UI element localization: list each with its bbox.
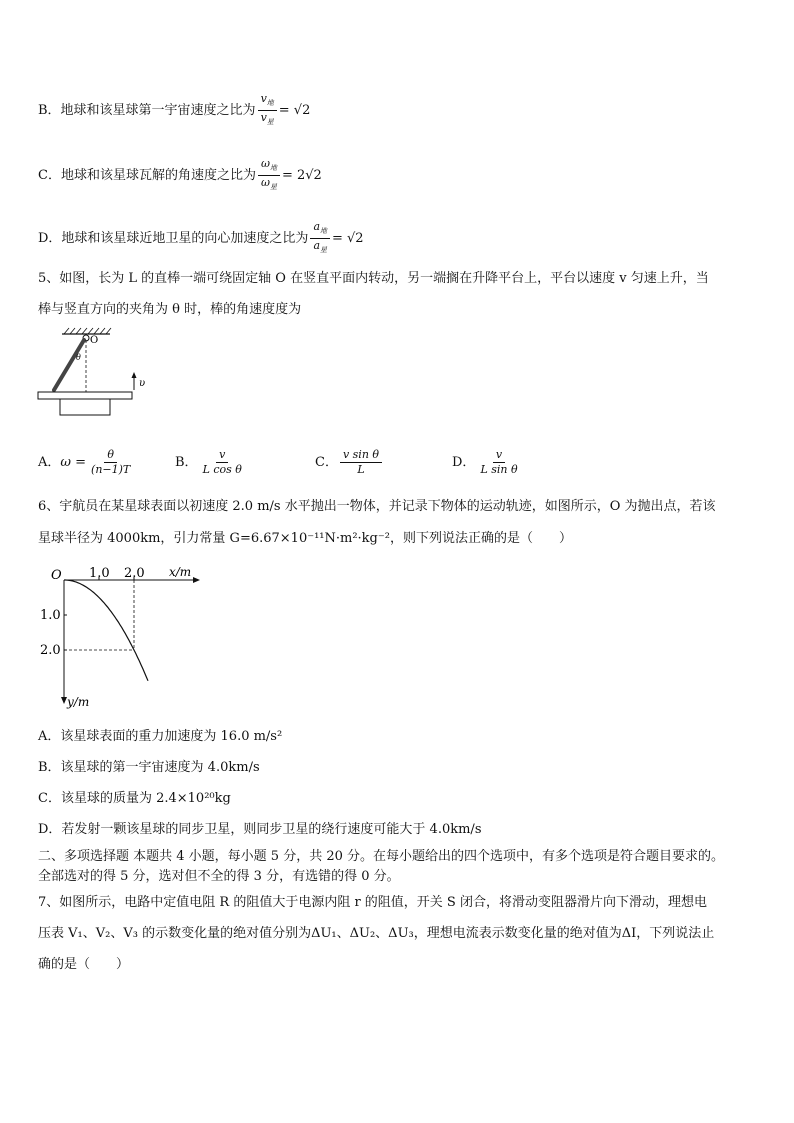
x-tick-label: 1.0 — [89, 566, 110, 581]
q4-option-c: C．地球和该星球瓦解的角速度之比为 $\frac{\omega_地}{\omega_星}$ = 2√2 — [38, 157, 322, 194]
q7-stem-line3: 确的是（ ） — [38, 957, 130, 972]
platform — [38, 392, 132, 399]
fraction: $\frac{v}{\text{L cos θ}}$ — [202, 448, 242, 476]
velocity-label: υ — [139, 378, 146, 389]
section2-line1: 二、多项选择题 本题共 4 小题，每小题 5 分，共 20 分。在每小题给出的四个选项中，有多个选项是符合题目要求的。 — [38, 849, 725, 864]
section2-line2: 全部选对的得 5 分，选对但不全的得 3 分，有选错的得 0 分。 — [38, 869, 400, 884]
q5-stem-line2: 棒与竖直方向的夹角为 θ 时，棒的角速度度为 — [38, 302, 302, 317]
pivot-label: O — [90, 335, 99, 346]
q7-stem-line2: 压表 V₁、V₂、V₃ 的示数变化量的绝对值分别为ΔU₁、ΔU₂、ΔU₃，理想电流表示数变化量的绝对值为ΔI，下列说法止 — [38, 926, 715, 941]
x-axis-label: x/m — [169, 565, 192, 579]
angle-label: θ — [76, 353, 81, 362]
q4-option-b: B．地球和该星球第一宇宙速度之比为 $\frac{v_地}{v_星}$ = √2 — [38, 92, 310, 129]
x-axis-arrowhead — [193, 577, 200, 583]
y-tick-label: 2.0 — [40, 643, 61, 658]
q4-option-d: D．地球和该星球近地卫星的向心加速度之比为 $\frac{a_地}{a_星}$ = √2 — [38, 220, 364, 257]
x-tick-label: 2.0 — [124, 566, 145, 581]
rod — [54, 340, 84, 390]
y-tick-label: 1.0 — [40, 608, 61, 623]
q5-stem-line1: 5、如图，长为 L 的直棒一端可绕固定轴 O 在竖直平面内转动，另一端搁在升降平台上，平台以速度 v 匀速上升，当 — [38, 271, 709, 286]
ceiling-hatch — [64, 328, 111, 334]
origin-label: O — [51, 568, 62, 583]
velocity-arrowhead — [132, 372, 137, 378]
fraction: $\frac{\theta}{(n-1)T}$ — [91, 448, 131, 476]
q6-option-b: B．该星球的第一宇宙速度为 4.0km/s — [38, 760, 260, 775]
q7-stem-line1: 7、如图所示，电路中定值电阻 R 的阻值大于电源内阻 r 的阻值，开关 S 闭合，将滑动变阻器滑片向下滑动，理想电 — [38, 895, 707, 910]
q5-option-b: B． $\frac{v}{\text{L cos θ}}$ — [175, 448, 247, 477]
fraction: $\frac{v}{\text{L sin θ}}$ — [480, 448, 518, 476]
fraction: $\frac{\omega_地}{\omega_星}$ — [258, 157, 280, 194]
q6-stem-line2: 星球半径为 4000km，引力常量 G=6.67×10⁻¹¹N·m²·kg⁻²，则下列说法正确的是（ ） — [38, 531, 572, 546]
q6-option-d: D．若发射一颗该星球的同步卫星，则同步卫星的绕行速度可能大于 4.0km/s — [38, 822, 482, 837]
platform-base — [60, 399, 110, 415]
y-axis-label: y/m — [67, 695, 90, 709]
q5-option-c: C． $\frac{\text{v sin θ}}{L}$ — [315, 448, 384, 477]
q6-trajectory-chart — [36, 562, 206, 712]
fraction: $\frac{v_地}{v_星}$ — [258, 92, 277, 129]
q6-option-a: A．该星球表面的重力加速度为 16.0 m/s² — [38, 729, 283, 744]
trajectory-curve — [64, 580, 148, 681]
fraction: $\frac{a_地}{a_星}$ — [310, 220, 330, 257]
q5-option-a: A．ω = $\frac{\theta}{(n-1)T}$ — [38, 448, 135, 477]
q6-stem-line1: 6、宇航员在某星球表面以初速度 2.0 m/s 水平抛出一物体，并记录下物体的运动轨迹，如图所示，O 为抛出点，若该 — [38, 499, 716, 514]
q5-option-d: D． $\frac{v}{\text{L sin θ}}$ — [452, 448, 523, 477]
fraction: $\frac{\text{v sin θ}}{L}$ — [340, 448, 382, 477]
q5-figure — [36, 326, 156, 420]
q6-option-c: C．该星球的质量为 2.4×10²⁰kg — [38, 791, 231, 806]
